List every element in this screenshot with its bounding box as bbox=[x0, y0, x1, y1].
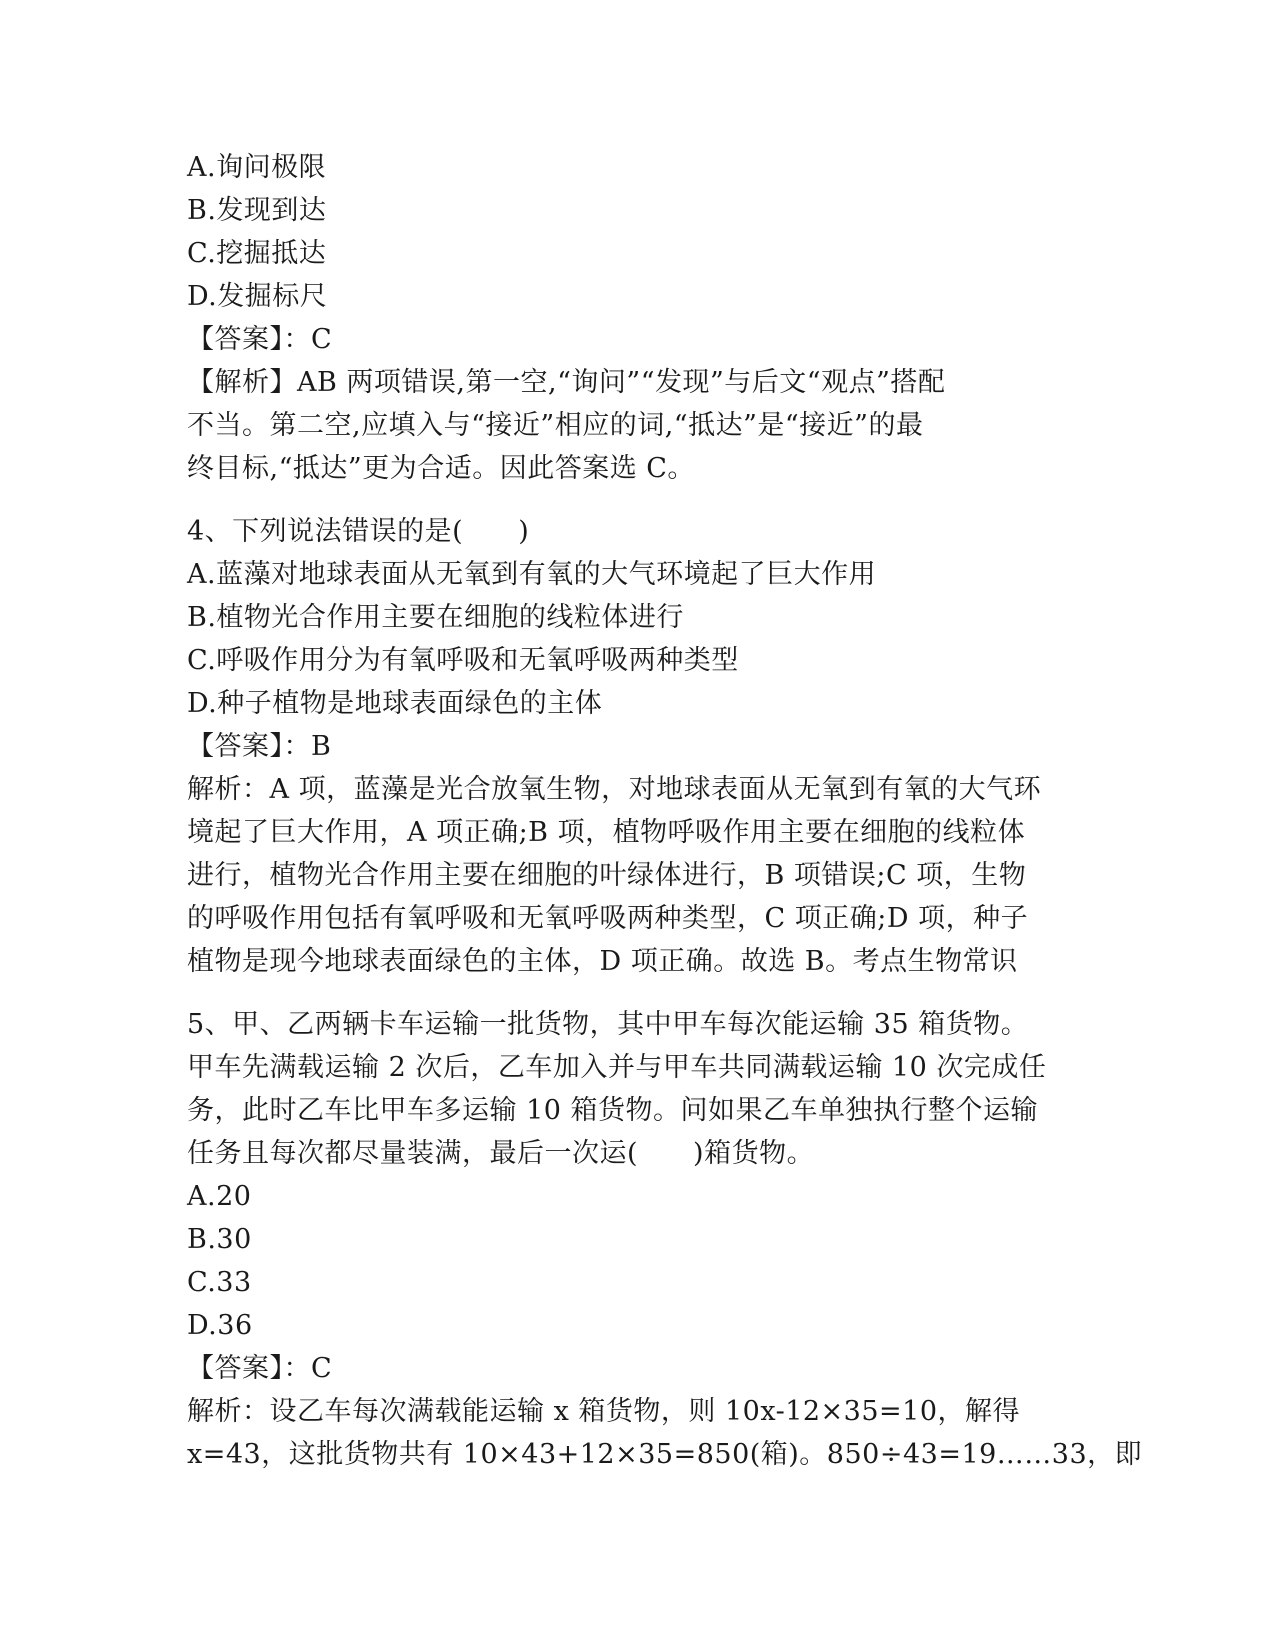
explanation-line: 解析：A 项，蓝藻是光合放氧生物，对地球表面从无氧到有氧的大气环 bbox=[187, 774, 1042, 805]
option-a: A.蓝藻对地球表面从无氧到有氧的大气环境起了巨大作用 bbox=[187, 559, 877, 590]
question-text: 甲车先满载运输 2 次后，乙车加入并与甲车共同满载运输 10 次完成任 bbox=[187, 1052, 1047, 1083]
option-b: B.发现到达 bbox=[187, 195, 327, 226]
option-a: A.询问极限 bbox=[187, 152, 327, 183]
explanation-line: 【解析】AB 两项错误,第一空,“询问”“发现”与后文“观点”搭配 bbox=[187, 367, 946, 398]
answer: 【答案】：C bbox=[187, 1353, 333, 1384]
question-text: 任务且每次都尽量装满，最后一次运( )箱货物。 bbox=[187, 1138, 815, 1169]
question-text: 5、甲、乙两辆卡车运输一批货物，其中甲车每次能运输 35 箱货物。 bbox=[187, 1009, 1029, 1040]
option-b: B.植物光合作用主要在细胞的线粒体进行 bbox=[187, 602, 684, 633]
option-b: B.30 bbox=[187, 1224, 252, 1255]
question-text: 务，此时乙车比甲车多运输 10 箱货物。问如果乙车单独执行整个运输 bbox=[187, 1095, 1039, 1126]
option-c: C.挖掘抵达 bbox=[187, 238, 327, 269]
question-5 bbox=[187, 1003, 1143, 1476]
answer: 【答案】：B bbox=[187, 731, 332, 762]
question-3 bbox=[187, 146, 1087, 490]
answer: 【答案】：C bbox=[187, 324, 333, 355]
option-d: D.种子植物是地球表面绿色的主体 bbox=[187, 688, 603, 719]
paragraph-gap bbox=[187, 490, 1087, 510]
explanation-line: x=43，这批货物共有 10×43+12×35=850(箱)。850÷43=19……33，即 bbox=[187, 1439, 1143, 1470]
explanation-line: 终目标,“抵达”更为合适。因此答案选 C。 bbox=[187, 453, 695, 484]
question-4 bbox=[187, 510, 1087, 983]
option-c: C.呼吸作用分为有氧呼吸和无氧呼吸两种类型 bbox=[187, 645, 739, 676]
explanation-line: 进行，植物光合作用主要在细胞的叶绿体进行，B 项错误;C 项，生物 bbox=[187, 860, 1027, 891]
paragraph-gap bbox=[187, 983, 1087, 1003]
option-a: A.20 bbox=[187, 1181, 252, 1212]
explanation-line: 解析：设乙车每次满载能运输 x 箱货物，则 10x-12×35=10，解得 bbox=[187, 1396, 1021, 1427]
option-d: D.36 bbox=[187, 1310, 253, 1341]
explanation-line: 境起了巨大作用，A 项正确;B 项，植物呼吸作用主要在细胞的线粒体 bbox=[187, 817, 1026, 848]
explanation-line: 植物是现今地球表面绿色的主体，D 项正确。故选 B。考点生物常识 bbox=[187, 946, 1018, 977]
explanation-line: 不当。第二空,应填入与“接近”相应的词,“抵达”是“接近”的最 bbox=[187, 410, 924, 441]
option-c: C.33 bbox=[187, 1267, 252, 1298]
explanation-line: 的呼吸作用包括有氧呼吸和无氧呼吸两种类型，C 项正确;D 项，种子 bbox=[187, 903, 1029, 934]
option-d: D.发掘标尺 bbox=[187, 281, 328, 312]
question-text: 4、下列说法错误的是( ) bbox=[187, 516, 530, 547]
document-page bbox=[187, 146, 1143, 1476]
